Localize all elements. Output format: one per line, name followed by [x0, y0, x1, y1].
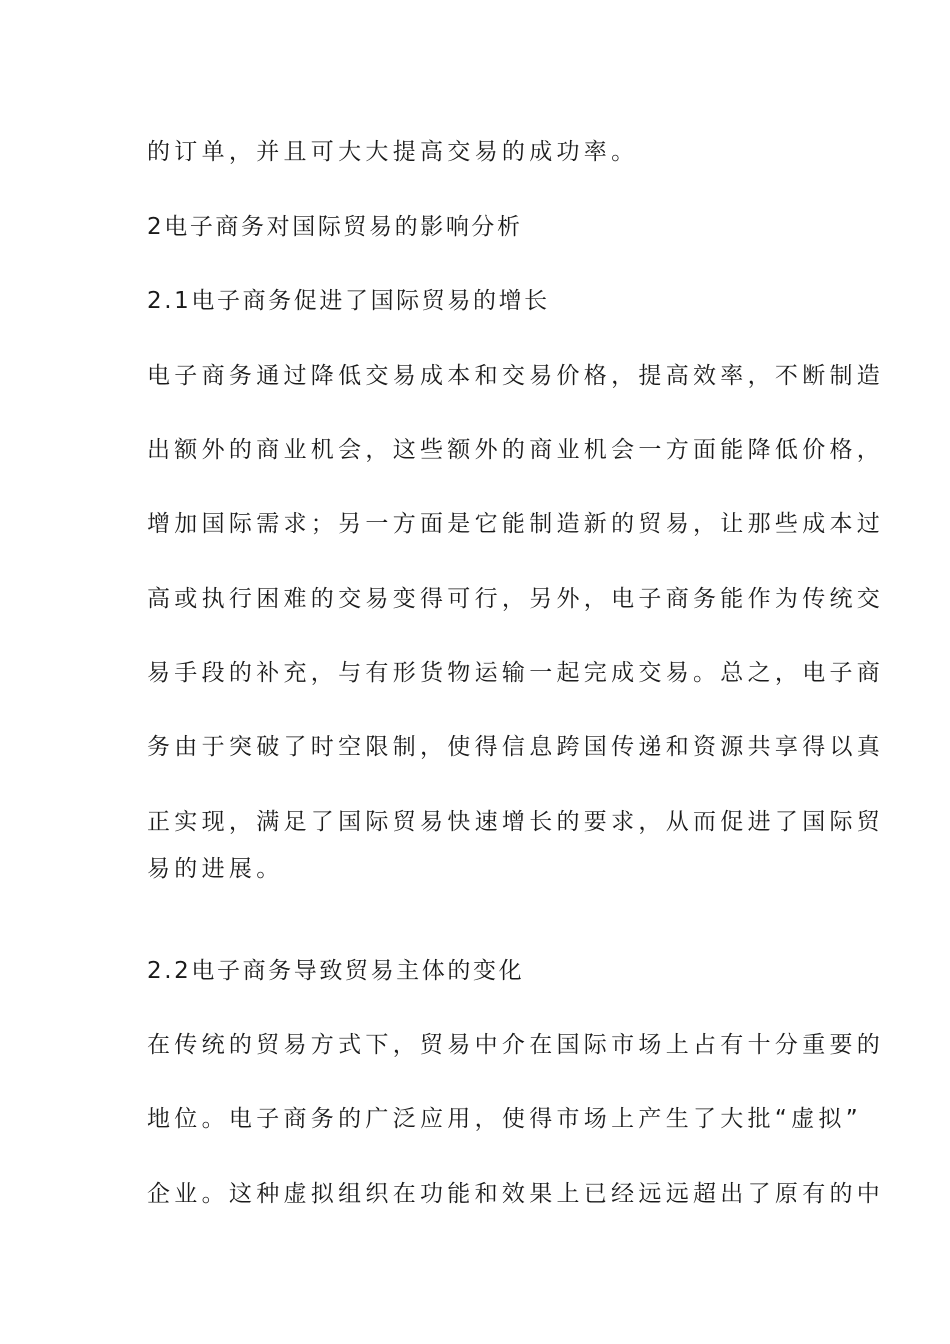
paragraph-line: 易手段的补充，与有形货物运输一起完成交易。总之，电子商	[147, 660, 885, 686]
paragraph-line: 增加国际需求；另一方面是它能制造新的贸易，让那些成本过	[147, 511, 885, 537]
paragraph-line: 易的进展。	[147, 856, 284, 882]
paragraph-line: 企业。这种虚拟组织在功能和效果上已经远远超出了原有的中	[147, 1181, 885, 1207]
paragraph-line: 正实现，满足了国际贸易快速增长的要求，从而促进了国际贸	[147, 809, 885, 835]
paragraph-line: 电子商务通过降低交易成本和交易价格，提高效率，不断制造	[147, 363, 885, 389]
paragraph-line: 的订单，并且可大大提高交易的成功率。	[147, 139, 639, 165]
subsection-heading: 2.2电子商务导致贸易主体的变化	[147, 958, 525, 984]
paragraph-line: 出额外的商业机会，这些额外的商业机会一方面能降低价格，	[147, 437, 885, 463]
subsection-heading: 2.1电子商务促进了国际贸易的增长	[147, 288, 550, 314]
paragraph-line: 务由于突破了时空限制，使得信息跨国传递和资源共享得以真	[147, 734, 885, 760]
section-heading: 2电子商务对国际贸易的影响分析	[147, 214, 523, 240]
paragraph-line: 高或执行困难的交易变得可行，另外，电子商务能作为传统交	[147, 586, 885, 612]
paragraph-line: 地位。电子商务的广泛应用，使得市场上产生了大批“虚拟”	[147, 1106, 862, 1132]
paragraph-line: 在传统的贸易方式下，贸易中介在国际市场上占有十分重要的	[147, 1032, 885, 1058]
